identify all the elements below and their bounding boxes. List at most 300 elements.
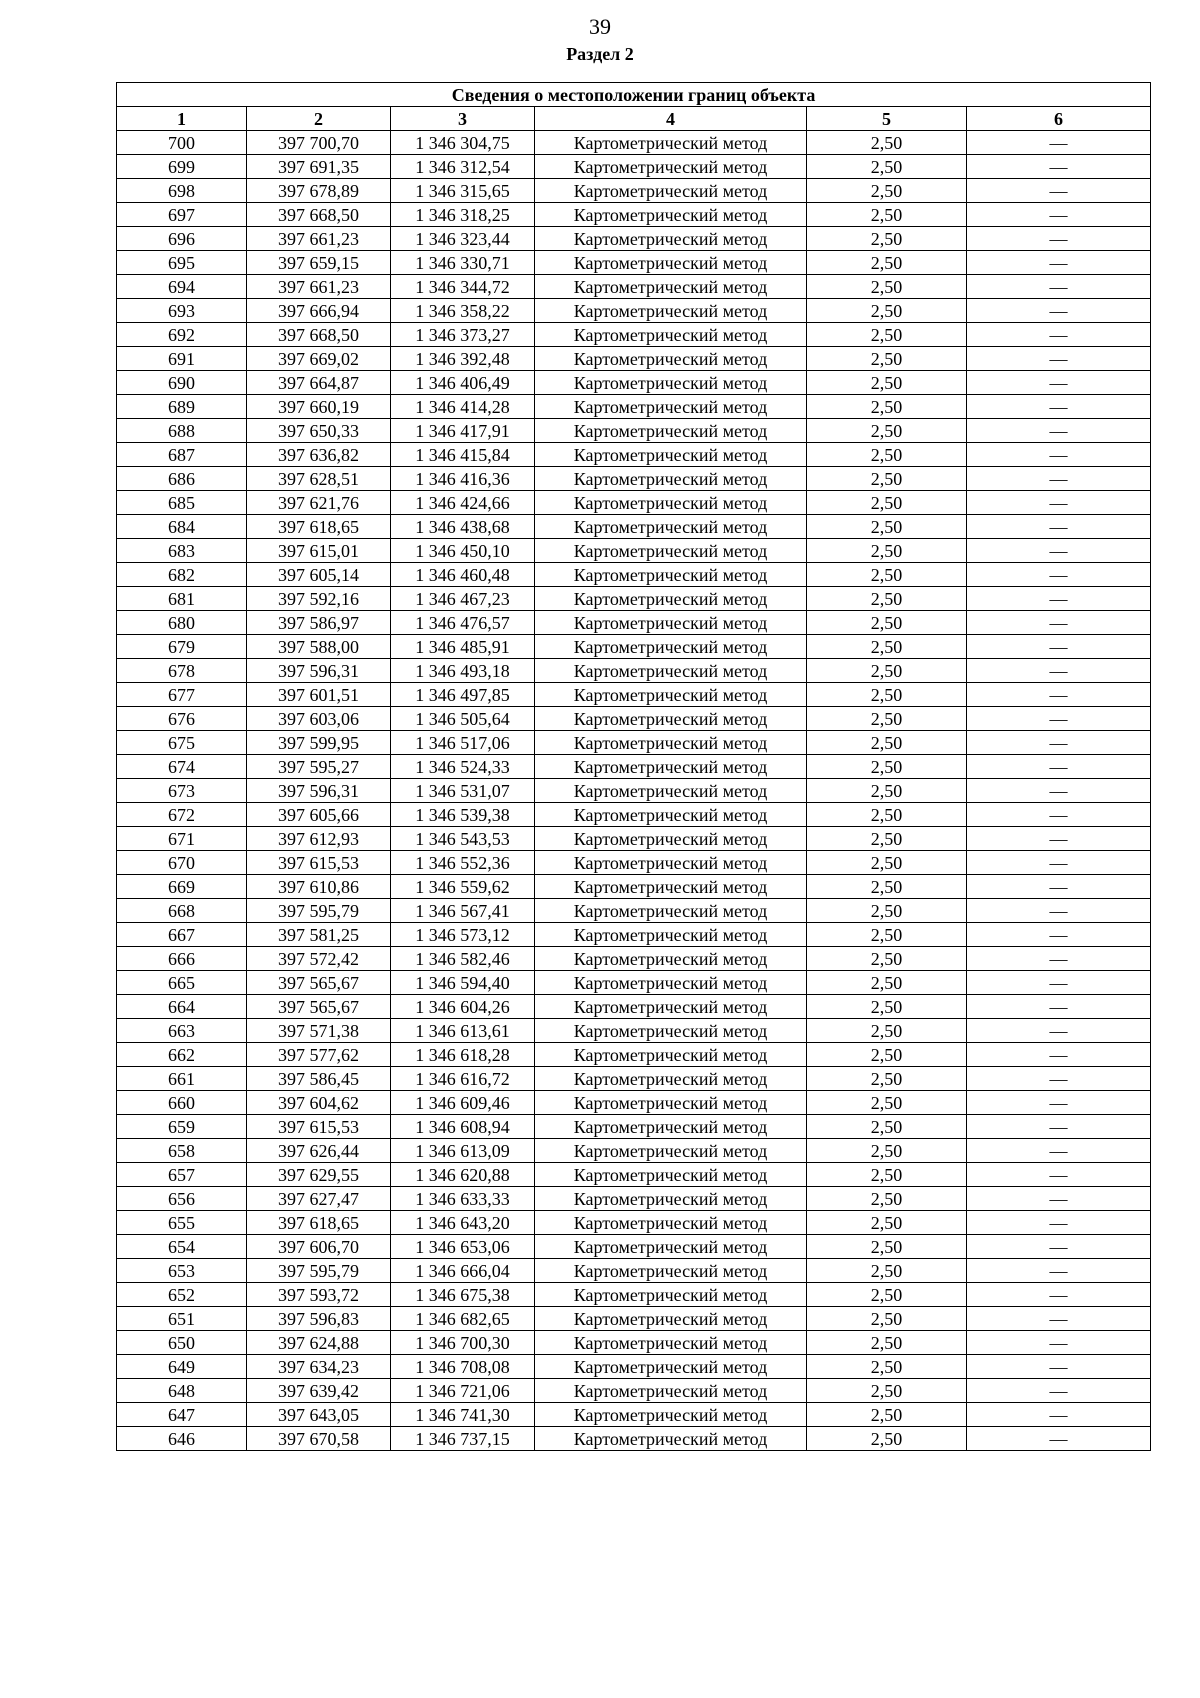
point-number-cell: 647: [117, 1403, 247, 1427]
y-coordinate-cell: 1 346 700,30: [391, 1331, 535, 1355]
method-cell: Картометрический метод: [535, 971, 807, 995]
table-row: [117, 275, 1151, 299]
method-cell: Картометрический метод: [535, 995, 807, 1019]
x-coordinate-cell: 397 581,25: [247, 923, 391, 947]
accuracy-cell: 2,50: [807, 875, 967, 899]
description-cell: —: [967, 1187, 1151, 1211]
point-number-cell: 700: [117, 131, 247, 155]
accuracy-cell: 2,50: [807, 1043, 967, 1067]
y-coordinate-cell: 1 346 318,25: [391, 203, 535, 227]
table-row: [117, 1259, 1151, 1283]
y-coordinate-cell: 1 346 416,36: [391, 467, 535, 491]
description-cell: —: [967, 1019, 1151, 1043]
table-head: [117, 83, 1151, 131]
accuracy-cell: 2,50: [807, 1163, 967, 1187]
description-cell: —: [967, 611, 1151, 635]
description-cell: —: [967, 851, 1151, 875]
method-cell: Картометрический метод: [535, 419, 807, 443]
table-caption: Сведения о местоположении границ объекта: [117, 83, 1151, 107]
point-number-cell: 669: [117, 875, 247, 899]
description-cell: —: [967, 1211, 1151, 1235]
point-number-cell: 670: [117, 851, 247, 875]
x-coordinate-cell: 397 601,51: [247, 683, 391, 707]
accuracy-cell: 2,50: [807, 1091, 967, 1115]
table-row: [117, 851, 1151, 875]
method-cell: Картометрический метод: [535, 203, 807, 227]
method-cell: Картометрический метод: [535, 1043, 807, 1067]
y-coordinate-cell: 1 346 682,65: [391, 1307, 535, 1331]
point-number-cell: 688: [117, 419, 247, 443]
method-cell: Картометрический метод: [535, 1427, 807, 1451]
x-coordinate-cell: 397 627,47: [247, 1187, 391, 1211]
method-cell: Картометрический метод: [535, 227, 807, 251]
accuracy-cell: 2,50: [807, 491, 967, 515]
method-cell: Картометрический метод: [535, 1331, 807, 1355]
y-coordinate-cell: 1 346 582,46: [391, 947, 535, 971]
accuracy-cell: 2,50: [807, 683, 967, 707]
method-cell: Картометрический метод: [535, 1235, 807, 1259]
y-coordinate-cell: 1 346 304,75: [391, 131, 535, 155]
description-cell: —: [967, 179, 1151, 203]
accuracy-cell: 2,50: [807, 227, 967, 251]
description-cell: —: [967, 515, 1151, 539]
accuracy-cell: 2,50: [807, 251, 967, 275]
y-coordinate-cell: 1 346 594,40: [391, 971, 535, 995]
table-row: [117, 539, 1151, 563]
x-coordinate-cell: 397 668,50: [247, 203, 391, 227]
description-cell: —: [967, 1235, 1151, 1259]
accuracy-cell: 2,50: [807, 611, 967, 635]
accuracy-cell: 2,50: [807, 323, 967, 347]
method-cell: Картометрический метод: [535, 1403, 807, 1427]
accuracy-cell: 2,50: [807, 1211, 967, 1235]
table-row: [117, 131, 1151, 155]
table-row: [117, 683, 1151, 707]
point-number-cell: 678: [117, 659, 247, 683]
boundary-coordinates-table: [116, 82, 1151, 1451]
description-cell: —: [967, 1403, 1151, 1427]
table-row: [117, 611, 1151, 635]
description-cell: —: [967, 971, 1151, 995]
point-number-cell: 674: [117, 755, 247, 779]
accuracy-cell: 2,50: [807, 1379, 967, 1403]
x-coordinate-cell: 397 664,87: [247, 371, 391, 395]
method-cell: Картометрический метод: [535, 1379, 807, 1403]
description-cell: —: [967, 491, 1151, 515]
point-number-cell: 684: [117, 515, 247, 539]
x-coordinate-cell: 397 604,62: [247, 1091, 391, 1115]
method-cell: Картометрический метод: [535, 347, 807, 371]
x-coordinate-cell: 397 565,67: [247, 995, 391, 1019]
y-coordinate-cell: 1 346 643,20: [391, 1211, 535, 1235]
point-number-cell: 685: [117, 491, 247, 515]
accuracy-cell: 2,50: [807, 971, 967, 995]
point-number-cell: 649: [117, 1355, 247, 1379]
accuracy-cell: 2,50: [807, 779, 967, 803]
point-number-cell: 656: [117, 1187, 247, 1211]
description-cell: —: [967, 155, 1151, 179]
accuracy-cell: 2,50: [807, 371, 967, 395]
method-cell: Картометрический метод: [535, 371, 807, 395]
point-number-cell: 658: [117, 1139, 247, 1163]
x-coordinate-cell: 397 592,16: [247, 587, 391, 611]
column-header: 6: [967, 107, 1151, 131]
accuracy-cell: 2,50: [807, 1283, 967, 1307]
x-coordinate-cell: 397 610,86: [247, 875, 391, 899]
x-coordinate-cell: 397 660,19: [247, 395, 391, 419]
x-coordinate-cell: 397 628,51: [247, 467, 391, 491]
description-cell: —: [967, 1163, 1151, 1187]
method-cell: Картометрический метод: [535, 491, 807, 515]
y-coordinate-cell: 1 346 567,41: [391, 899, 535, 923]
method-cell: Картометрический метод: [535, 1115, 807, 1139]
x-coordinate-cell: 397 639,42: [247, 1379, 391, 1403]
method-cell: Картометрический метод: [535, 875, 807, 899]
table-row: [117, 1355, 1151, 1379]
table-row: [117, 827, 1151, 851]
description-cell: —: [967, 1307, 1151, 1331]
description-cell: —: [967, 1331, 1151, 1355]
accuracy-cell: 2,50: [807, 347, 967, 371]
table-row: [117, 779, 1151, 803]
description-cell: —: [967, 923, 1151, 947]
description-cell: —: [967, 635, 1151, 659]
table-row: [117, 1427, 1151, 1451]
method-cell: Картометрический метод: [535, 131, 807, 155]
method-cell: Картометрический метод: [535, 947, 807, 971]
y-coordinate-cell: 1 346 666,04: [391, 1259, 535, 1283]
y-coordinate-cell: 1 346 312,54: [391, 155, 535, 179]
y-coordinate-cell: 1 346 497,85: [391, 683, 535, 707]
table-row: [117, 707, 1151, 731]
description-cell: —: [967, 779, 1151, 803]
section-title: Раздел 2: [566, 44, 634, 64]
method-cell: Картометрический метод: [535, 1091, 807, 1115]
y-coordinate-cell: 1 346 524,33: [391, 755, 535, 779]
method-cell: Картометрический метод: [535, 395, 807, 419]
y-coordinate-cell: 1 346 417,91: [391, 419, 535, 443]
y-coordinate-cell: 1 346 323,44: [391, 227, 535, 251]
y-coordinate-cell: 1 346 721,06: [391, 1379, 535, 1403]
x-coordinate-cell: 397 603,06: [247, 707, 391, 731]
column-header: 4: [535, 107, 807, 131]
method-cell: Картометрический метод: [535, 683, 807, 707]
x-coordinate-cell: 397 615,53: [247, 851, 391, 875]
y-coordinate-cell: 1 346 618,28: [391, 1043, 535, 1067]
description-cell: —: [967, 443, 1151, 467]
description-cell: —: [967, 1139, 1151, 1163]
table-row: [117, 635, 1151, 659]
description-cell: —: [967, 899, 1151, 923]
y-coordinate-cell: 1 346 675,38: [391, 1283, 535, 1307]
point-number-cell: 675: [117, 731, 247, 755]
x-coordinate-cell: 397 626,44: [247, 1139, 391, 1163]
description-cell: —: [967, 947, 1151, 971]
x-coordinate-cell: 397 621,76: [247, 491, 391, 515]
accuracy-cell: 2,50: [807, 1331, 967, 1355]
accuracy-cell: 2,50: [807, 923, 967, 947]
x-coordinate-cell: 397 577,62: [247, 1043, 391, 1067]
description-cell: —: [967, 419, 1151, 443]
table-row: [117, 1019, 1151, 1043]
description-cell: —: [967, 1259, 1151, 1283]
x-coordinate-cell: 397 588,00: [247, 635, 391, 659]
column-header: 1: [117, 107, 247, 131]
table-row: [117, 1211, 1151, 1235]
table-row: [117, 1331, 1151, 1355]
table-row: [117, 443, 1151, 467]
accuracy-cell: 2,50: [807, 827, 967, 851]
table-row: [117, 731, 1151, 755]
x-coordinate-cell: 397 572,42: [247, 947, 391, 971]
method-cell: Картометрический метод: [535, 899, 807, 923]
point-number-cell: 673: [117, 779, 247, 803]
accuracy-cell: 2,50: [807, 851, 967, 875]
table-row: [117, 515, 1151, 539]
table-row: [117, 899, 1151, 923]
point-number-cell: 691: [117, 347, 247, 371]
table-row: [117, 203, 1151, 227]
column-header: 2: [247, 107, 391, 131]
table-row: [117, 467, 1151, 491]
x-coordinate-cell: 397 596,31: [247, 779, 391, 803]
method-cell: Картометрический метод: [535, 443, 807, 467]
point-number-cell: 662: [117, 1043, 247, 1067]
method-cell: Картометрический метод: [535, 1187, 807, 1211]
description-cell: —: [967, 587, 1151, 611]
table-row: [117, 323, 1151, 347]
description-cell: —: [967, 803, 1151, 827]
y-coordinate-cell: 1 346 414,28: [391, 395, 535, 419]
y-coordinate-cell: 1 346 741,30: [391, 1403, 535, 1427]
table-row: [117, 251, 1151, 275]
x-coordinate-cell: 397 618,65: [247, 1211, 391, 1235]
point-number-cell: 655: [117, 1211, 247, 1235]
table-row: [117, 971, 1151, 995]
x-coordinate-cell: 397 643,05: [247, 1403, 391, 1427]
point-number-cell: 676: [117, 707, 247, 731]
method-cell: Картометрический метод: [535, 1019, 807, 1043]
description-cell: —: [967, 1379, 1151, 1403]
method-cell: Картометрический метод: [535, 611, 807, 635]
method-cell: Картометрический метод: [535, 1211, 807, 1235]
description-cell: —: [967, 371, 1151, 395]
x-coordinate-cell: 397 666,94: [247, 299, 391, 323]
accuracy-cell: 2,50: [807, 947, 967, 971]
accuracy-cell: 2,50: [807, 179, 967, 203]
accuracy-cell: 2,50: [807, 155, 967, 179]
table-row: [117, 1307, 1151, 1331]
x-coordinate-cell: 397 668,50: [247, 323, 391, 347]
accuracy-cell: 2,50: [807, 443, 967, 467]
method-cell: Картометрический метод: [535, 803, 807, 827]
table-row: [117, 1139, 1151, 1163]
x-coordinate-cell: 397 669,02: [247, 347, 391, 371]
accuracy-cell: 2,50: [807, 1235, 967, 1259]
point-number-cell: 652: [117, 1283, 247, 1307]
point-number-cell: 697: [117, 203, 247, 227]
x-coordinate-cell: 397 629,55: [247, 1163, 391, 1187]
method-cell: Картометрический метод: [535, 779, 807, 803]
table-row: [117, 299, 1151, 323]
description-cell: —: [967, 1043, 1151, 1067]
accuracy-cell: 2,50: [807, 899, 967, 923]
table-row: [117, 491, 1151, 515]
x-coordinate-cell: 397 595,79: [247, 1259, 391, 1283]
description-cell: —: [967, 1427, 1151, 1451]
y-coordinate-cell: 1 346 392,48: [391, 347, 535, 371]
point-number-cell: 668: [117, 899, 247, 923]
y-coordinate-cell: 1 346 737,15: [391, 1427, 535, 1451]
point-number-cell: 657: [117, 1163, 247, 1187]
point-number-cell: 698: [117, 179, 247, 203]
x-coordinate-cell: 397 606,70: [247, 1235, 391, 1259]
accuracy-cell: 2,50: [807, 659, 967, 683]
table-row: [117, 587, 1151, 611]
description-cell: —: [967, 1115, 1151, 1139]
y-coordinate-cell: 1 346 552,36: [391, 851, 535, 875]
x-coordinate-cell: 397 599,95: [247, 731, 391, 755]
y-coordinate-cell: 1 346 539,38: [391, 803, 535, 827]
table-row: [117, 1115, 1151, 1139]
description-cell: —: [967, 659, 1151, 683]
point-number-cell: 681: [117, 587, 247, 611]
method-cell: Картометрический метод: [535, 827, 807, 851]
accuracy-cell: 2,50: [807, 1187, 967, 1211]
accuracy-cell: 2,50: [807, 587, 967, 611]
table-row: [117, 1043, 1151, 1067]
table-row: [117, 923, 1151, 947]
column-header: 3: [391, 107, 535, 131]
table-row: [117, 347, 1151, 371]
accuracy-cell: 2,50: [807, 515, 967, 539]
y-coordinate-cell: 1 346 608,94: [391, 1115, 535, 1139]
x-coordinate-cell: 397 636,82: [247, 443, 391, 467]
y-coordinate-cell: 1 346 344,72: [391, 275, 535, 299]
description-cell: —: [967, 995, 1151, 1019]
table-caption-row: [117, 83, 1151, 107]
point-number-cell: 687: [117, 443, 247, 467]
table-row: [117, 947, 1151, 971]
description-cell: —: [967, 539, 1151, 563]
accuracy-cell: 2,50: [807, 1139, 967, 1163]
y-coordinate-cell: 1 346 467,23: [391, 587, 535, 611]
x-coordinate-cell: 397 700,70: [247, 131, 391, 155]
method-cell: Картометрический метод: [535, 635, 807, 659]
point-number-cell: 686: [117, 467, 247, 491]
x-coordinate-cell: 397 595,27: [247, 755, 391, 779]
point-number-cell: 677: [117, 683, 247, 707]
y-coordinate-cell: 1 346 633,33: [391, 1187, 535, 1211]
x-coordinate-cell: 397 605,66: [247, 803, 391, 827]
y-coordinate-cell: 1 346 476,57: [391, 611, 535, 635]
method-cell: Картометрический метод: [535, 659, 807, 683]
y-coordinate-cell: 1 346 613,09: [391, 1139, 535, 1163]
table-row: [117, 1091, 1151, 1115]
y-coordinate-cell: 1 346 450,10: [391, 539, 535, 563]
table-row: [117, 179, 1151, 203]
point-number-cell: 659: [117, 1115, 247, 1139]
method-cell: Картометрический метод: [535, 923, 807, 947]
x-coordinate-cell: 397 595,79: [247, 899, 391, 923]
accuracy-cell: 2,50: [807, 635, 967, 659]
table-row: [117, 1403, 1151, 1427]
method-cell: Картометрический метод: [535, 587, 807, 611]
method-cell: Картометрический метод: [535, 539, 807, 563]
point-number-cell: 694: [117, 275, 247, 299]
accuracy-cell: 2,50: [807, 995, 967, 1019]
point-number-cell: 654: [117, 1235, 247, 1259]
point-number-cell: 661: [117, 1067, 247, 1091]
table-row: [117, 803, 1151, 827]
x-coordinate-cell: 397 659,15: [247, 251, 391, 275]
point-number-cell: 696: [117, 227, 247, 251]
x-coordinate-cell: 397 678,89: [247, 179, 391, 203]
point-number-cell: 692: [117, 323, 247, 347]
column-number-row: [117, 107, 1151, 131]
y-coordinate-cell: 1 346 493,18: [391, 659, 535, 683]
y-coordinate-cell: 1 346 505,64: [391, 707, 535, 731]
method-cell: Картометрический метод: [535, 1139, 807, 1163]
x-coordinate-cell: 397 650,33: [247, 419, 391, 443]
point-number-cell: 665: [117, 971, 247, 995]
accuracy-cell: 2,50: [807, 731, 967, 755]
point-number-cell: 682: [117, 563, 247, 587]
x-coordinate-cell: 397 605,14: [247, 563, 391, 587]
point-number-cell: 680: [117, 611, 247, 635]
table-row: [117, 419, 1151, 443]
description-cell: —: [967, 323, 1151, 347]
y-coordinate-cell: 1 346 609,46: [391, 1091, 535, 1115]
y-coordinate-cell: 1 346 358,22: [391, 299, 535, 323]
x-coordinate-cell: 397 586,97: [247, 611, 391, 635]
y-coordinate-cell: 1 346 708,08: [391, 1355, 535, 1379]
description-cell: —: [967, 251, 1151, 275]
x-coordinate-cell: 397 612,93: [247, 827, 391, 851]
y-coordinate-cell: 1 346 315,65: [391, 179, 535, 203]
method-cell: Картометрический метод: [535, 707, 807, 731]
description-cell: —: [967, 467, 1151, 491]
y-coordinate-cell: 1 346 438,68: [391, 515, 535, 539]
accuracy-cell: 2,50: [807, 1115, 967, 1139]
accuracy-cell: 2,50: [807, 131, 967, 155]
description-cell: —: [967, 875, 1151, 899]
description-cell: —: [967, 203, 1151, 227]
method-cell: Картометрический метод: [535, 155, 807, 179]
point-number-cell: 646: [117, 1427, 247, 1451]
point-number-cell: 695: [117, 251, 247, 275]
x-coordinate-cell: 397 586,45: [247, 1067, 391, 1091]
table-row: [117, 1235, 1151, 1259]
point-number-cell: 693: [117, 299, 247, 323]
method-cell: Картометрический метод: [535, 563, 807, 587]
table-body: [117, 131, 1151, 1451]
method-cell: Картометрический метод: [535, 515, 807, 539]
table-row: [117, 395, 1151, 419]
method-cell: Картометрический метод: [535, 323, 807, 347]
point-number-cell: 683: [117, 539, 247, 563]
method-cell: Картометрический метод: [535, 755, 807, 779]
accuracy-cell: 2,50: [807, 539, 967, 563]
y-coordinate-cell: 1 346 653,06: [391, 1235, 535, 1259]
accuracy-cell: 2,50: [807, 1427, 967, 1451]
x-coordinate-cell: 397 670,58: [247, 1427, 391, 1451]
table-row: [117, 227, 1151, 251]
table-row: [117, 155, 1151, 179]
accuracy-cell: 2,50: [807, 803, 967, 827]
x-coordinate-cell: 397 615,53: [247, 1115, 391, 1139]
y-coordinate-cell: 1 346 559,62: [391, 875, 535, 899]
